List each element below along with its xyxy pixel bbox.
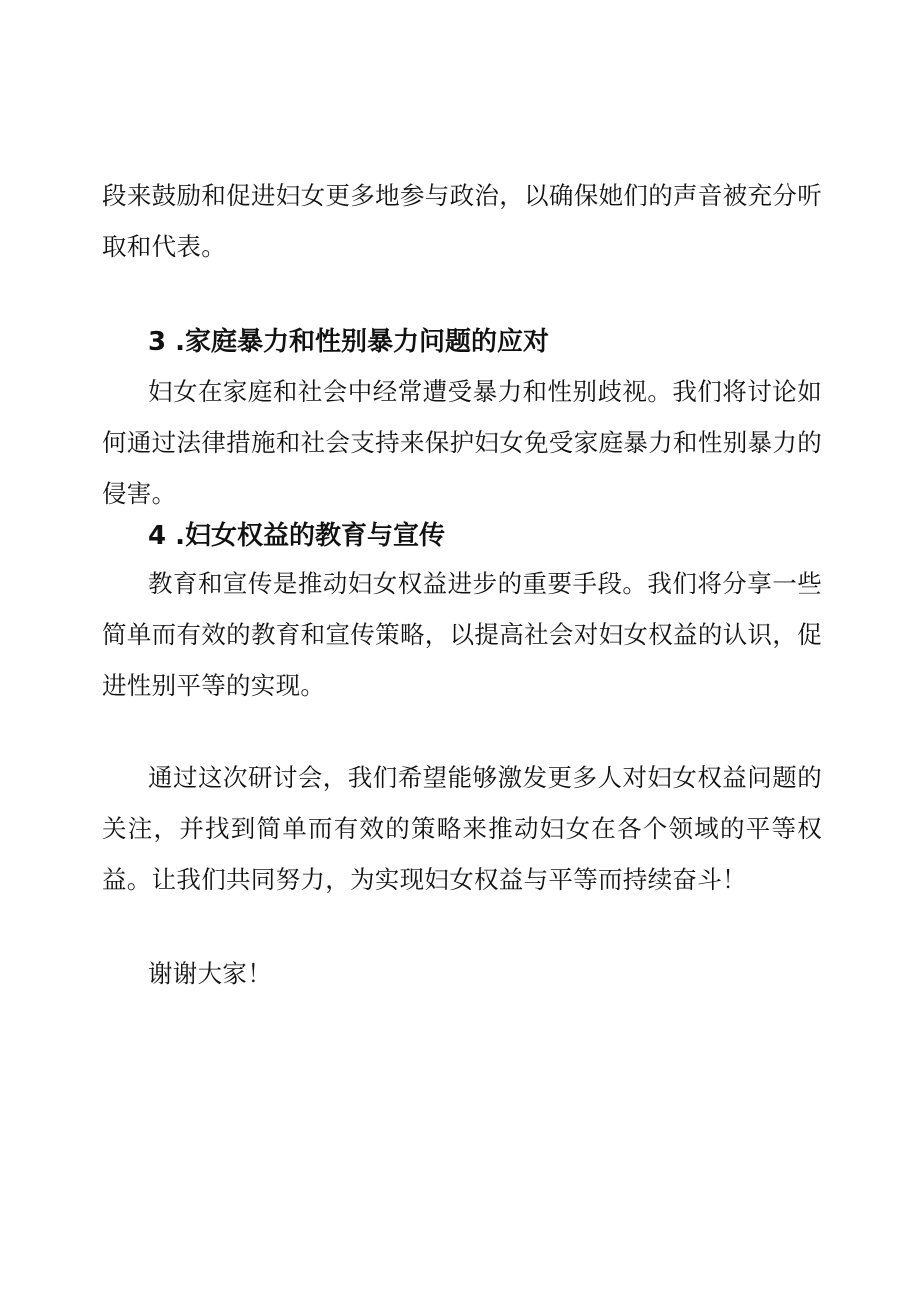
section-3-number: 3: [148, 327, 167, 357]
section-3-body: 妇女在家庭和社会中经常遭受暴力和性别歧视。我们将讨论如何通过法律措施和社会支持来保护妇女免受家庭暴力和性别暴力的侵害。: [102, 377, 822, 508]
section-3-title: .家庭暴力和性别暴力问题的应对: [175, 327, 550, 357]
section-4-number: 4: [148, 521, 167, 551]
section-4-body: 教育和宣传是推动妇女权益进步的重要手段。我们将分享一些简单而有效的教育和宣传策略，以提高社会对妇女权益的认识，促进性别平等的实现。: [102, 569, 822, 700]
conclusion-paragraph: 通过这次研讨会，我们希望能够激发更多人对妇女权益问题的关注，并找到简单而有效的策略来推动妇女在各个领域的平等权益。让我们共同努力，为实现妇女权益与平等而持续奋斗！: [102, 763, 822, 894]
continuation-paragraph: 段来鼓励和促进妇女更多地参与政治，以确保她们的声音被充分听取和代表。: [102, 181, 822, 261]
section-4-heading: [148, 516, 445, 556]
section-4-title: .妇女权益的教育与宣传: [175, 521, 446, 551]
section-3-heading: [148, 322, 549, 362]
thanks-line: 谢谢大家！: [148, 959, 272, 988]
